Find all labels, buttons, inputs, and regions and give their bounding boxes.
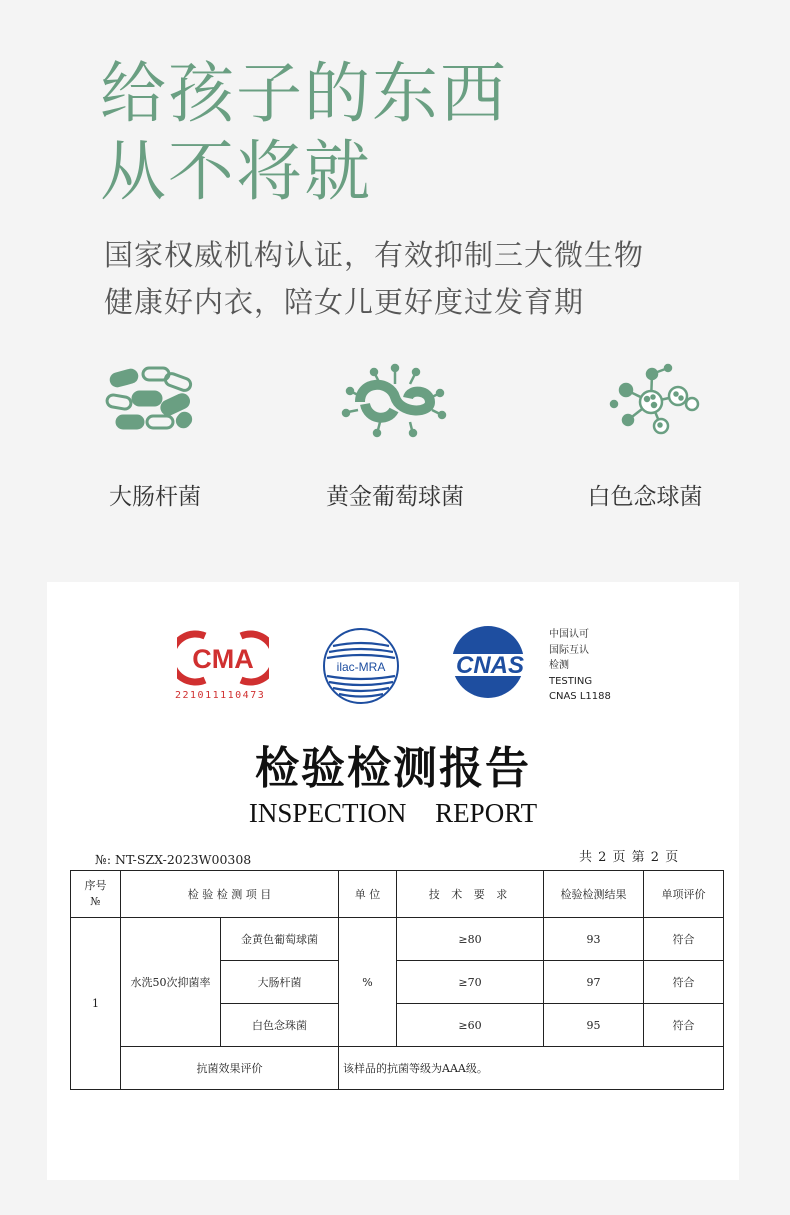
cnas-line: CNAS L1188 [549,691,611,702]
icon-label-candida: 白色念球菌 [587,484,703,510]
cnas-line: 检测 [549,660,569,671]
header-requirement: 技 术 要 求 [397,871,544,918]
headline-line-2: 从不将就 [100,133,372,210]
row-requirement: ≥70 [397,961,544,1004]
header-unit: 单 位 [339,871,397,918]
row-requirement: ≥60 [397,1004,544,1047]
row-index: 1 [71,918,121,1090]
page-info: 共 2 页 第 2 页 [579,850,679,865]
rod-bacteria-icon [103,362,203,442]
icon-label-ecoli: 大肠杆菌 [109,484,201,510]
cnas-logo-text: CNAS [455,652,525,679]
report-number: №: NT-SZX-2023W00308 [95,852,252,867]
header-evaluation: 单项评价 [644,871,724,918]
table-summary-row [71,1047,724,1090]
header-result: 检验检测结果 [544,871,644,918]
header-item: 检 验 检 测 项 目 [121,871,339,918]
ilac-mra-logo [321,626,401,706]
cnas-line: 中国认可 [549,629,589,640]
cnas-accreditation-text [549,627,611,705]
cma-number: 221011110473 [175,690,266,701]
ilac-logo-text: ilac-MRA [336,660,386,674]
candida-icon [606,362,706,442]
cma-logo [177,630,269,686]
cnas-line: TESTING [549,675,593,687]
row-result: 93 [544,918,644,961]
row-evaluation: 符合 [644,1004,724,1047]
summary-label: 抗菌效果评价 [121,1047,339,1090]
table-row [71,918,724,961]
cnas-line: 国际互认 [549,644,589,656]
icon-label-staph: 黄金葡萄球菌 [326,484,464,510]
results-table [70,870,724,1090]
row-result: 95 [544,1004,644,1047]
row-item: 金黄色葡萄球菌 [221,918,339,961]
headline-line-1: 给孩子的东西 [100,55,508,132]
row-evaluation: 符合 [644,918,724,961]
row-item: 大肠杆菌 [221,961,339,1004]
row-requirement: ≥80 [397,918,544,961]
cma-logo-text: CMA [192,644,254,674]
subline [104,232,644,326]
staphylococcus-icon [340,362,450,442]
inspection-report [47,582,739,1180]
cnas-logo [440,624,540,704]
report-title: 检验检测报告 [255,743,531,794]
header-index: 序号 № [71,871,121,918]
row-group: 水洗50次抑菌率 [121,918,221,1047]
subline-line-2: 健康好内衣，陪女儿更好度过发育期 [104,285,585,319]
row-item: 白色念珠菌 [221,1004,339,1047]
table-header-row [71,871,724,918]
row-unit: % [339,918,397,1047]
row-result: 97 [544,961,644,1004]
summary-value: 该样品的抗菌等级为AAA级。 [339,1047,724,1090]
subline-line-1: 国家权威机构认证，有效抑制三大微生物 [104,238,645,272]
report-subtitle: INSPECTION REPORT [248,798,538,828]
row-evaluation: 符合 [644,961,724,1004]
headline [100,55,508,211]
